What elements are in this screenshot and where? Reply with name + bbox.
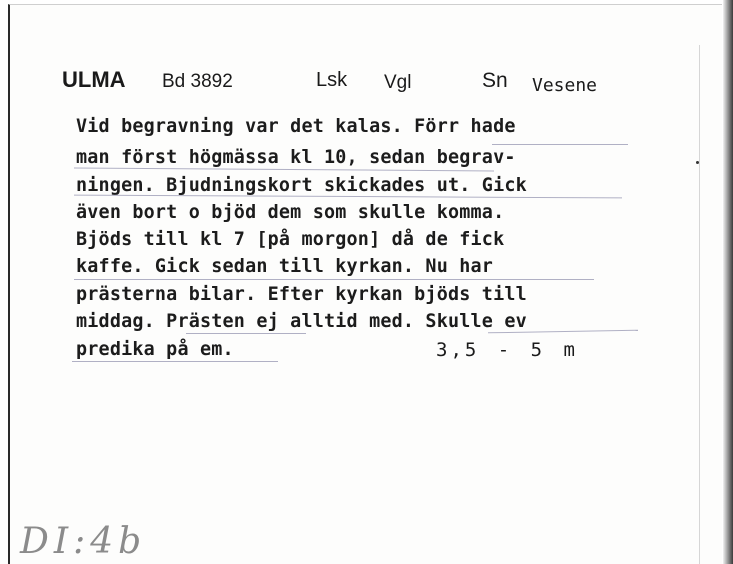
landskap-label: Lsk (316, 69, 348, 91)
text-line: man först högmässa kl 10, sedan begrav- (76, 147, 516, 168)
text-line: Vid begravning var det kalas. Förr hade (76, 116, 516, 137)
footer-code: 3,5 - 5 m (436, 339, 578, 361)
underline-mark (74, 195, 622, 199)
text-line: ningen. Bjudningskort skickades ut. Gick (76, 175, 527, 196)
socken-value: Vesene (532, 75, 598, 96)
handwritten-mark: DI:4b (20, 521, 147, 562)
underline-mark (74, 279, 594, 280)
landskap-value: Vgl (384, 72, 412, 93)
text-line: predika på em. (76, 339, 234, 360)
card-fold-line (699, 45, 700, 564)
text-line: prästerna bilar. Efter kyrkan bjöds till (76, 284, 527, 305)
underline-mark (74, 168, 494, 172)
socken-label: Sn (482, 69, 508, 92)
archive-label: ULMA (62, 67, 126, 92)
underline-mark (492, 144, 628, 145)
text-line: Bjöds till kl 7 [på morgon] då de fick (76, 229, 505, 250)
underline-mark (72, 361, 278, 362)
index-card (8, 4, 722, 564)
text-line: även bort o bjöd dem som skulle komma. (76, 202, 505, 223)
volume-number: Bd 3892 (162, 71, 233, 92)
underline-mark (186, 333, 306, 334)
scan-edge (723, 0, 733, 564)
text-line: middag. Prästen ej alltid med. Skulle ev (76, 311, 527, 332)
stray-mark (696, 161, 699, 164)
text-line: kaffe. Gick sedan till kyrkan. Nu har (76, 256, 494, 277)
